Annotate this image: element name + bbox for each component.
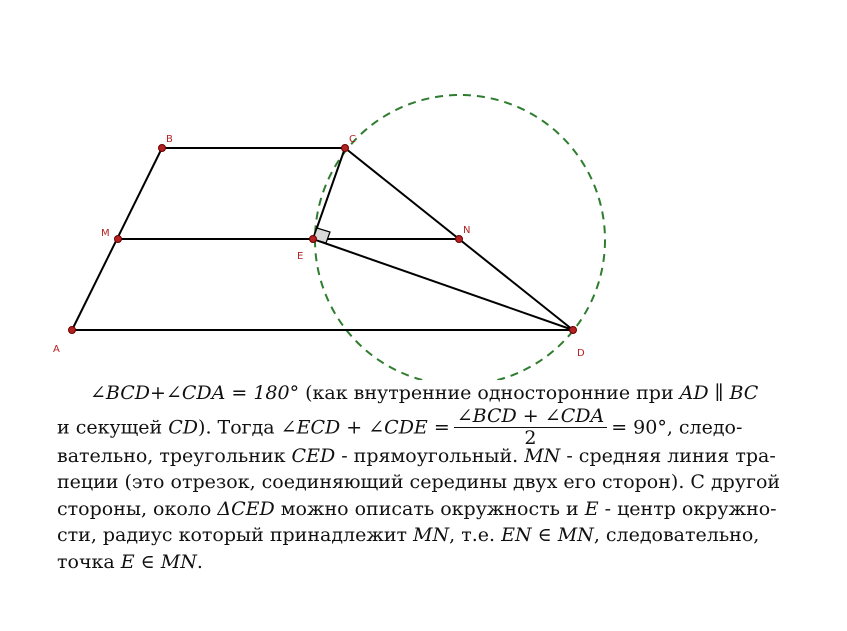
label-n: N bbox=[463, 225, 471, 236]
solution-text bbox=[57, 380, 781, 575]
text-fragment: , следовательно, bbox=[593, 524, 760, 546]
point-n bbox=[456, 236, 463, 243]
fraction-numerator: ∠BCD + ∠CDA bbox=[454, 405, 607, 428]
math-cd: CD bbox=[168, 416, 199, 438]
point-d bbox=[570, 327, 577, 334]
label-a: A bbox=[53, 344, 60, 355]
text-fragment: - центр окружно- bbox=[598, 497, 777, 520]
math-en-in-mn: EN ∈ MN bbox=[501, 524, 594, 546]
math-mn: MN bbox=[413, 524, 450, 546]
text-fragment: - средняя линия тра- bbox=[560, 444, 776, 467]
text-fragment: (как внутренние односторонние при bbox=[299, 382, 680, 404]
math-mn: MN bbox=[524, 444, 561, 467]
label-d: D bbox=[577, 348, 585, 359]
text-fragment: , т.е. bbox=[449, 524, 502, 546]
label-e: E bbox=[297, 251, 304, 262]
text-line-3 bbox=[57, 443, 775, 470]
text-fragment: и секущей bbox=[57, 416, 169, 438]
math-ced: CED bbox=[291, 444, 336, 467]
text-fragment: точка bbox=[57, 550, 121, 573]
label-c: C bbox=[349, 134, 356, 145]
text-fragment: - прямоугольный. bbox=[335, 444, 525, 467]
fraction-denominator: 2 bbox=[524, 426, 537, 449]
text-line-6 bbox=[57, 522, 775, 549]
equals-90: = 90° bbox=[611, 416, 667, 438]
text-fragment: вательно, треугольник bbox=[57, 444, 292, 467]
text-line-1 bbox=[57, 380, 775, 407]
text-fragment: стороны, около bbox=[57, 497, 218, 520]
point-c bbox=[342, 145, 349, 152]
text-fragment: , следо- bbox=[666, 416, 743, 438]
text-line-7 bbox=[57, 549, 775, 576]
parallel-expression: AD ∥ BC bbox=[679, 382, 759, 404]
text-line-5 bbox=[57, 496, 775, 523]
point-m bbox=[115, 236, 122, 243]
point-e bbox=[310, 236, 317, 243]
point-b bbox=[159, 145, 166, 152]
point-a bbox=[69, 327, 76, 334]
label-m: M bbox=[101, 228, 110, 239]
math-triangle-ced: ΔCED bbox=[217, 497, 275, 520]
segment-ed bbox=[313, 239, 573, 330]
math-e: E bbox=[584, 497, 599, 520]
angle-sum-ecd-cde: ∠ECD + ∠CDE = bbox=[280, 416, 450, 438]
text-fragment: можно описать окружность и bbox=[274, 497, 585, 520]
text-fragment: ). Тогда bbox=[198, 416, 281, 438]
segment-ce bbox=[313, 148, 345, 239]
text-fragment: пеции (это отрезок, соединяющий середины двух его сторон). С другой bbox=[57, 471, 781, 493]
math-e-in-mn: E ∈ MN bbox=[120, 550, 197, 573]
text-line-2 bbox=[57, 404, 775, 449]
text-fragment: . bbox=[196, 550, 203, 573]
text-line-4 bbox=[57, 469, 781, 496]
label-b: B bbox=[166, 134, 173, 145]
text-fragment: сти, радиус который принадлежит bbox=[57, 524, 414, 546]
fraction bbox=[454, 405, 607, 448]
angle-sum-expression: ∠BCD+∠CDA = 180° bbox=[90, 382, 300, 404]
